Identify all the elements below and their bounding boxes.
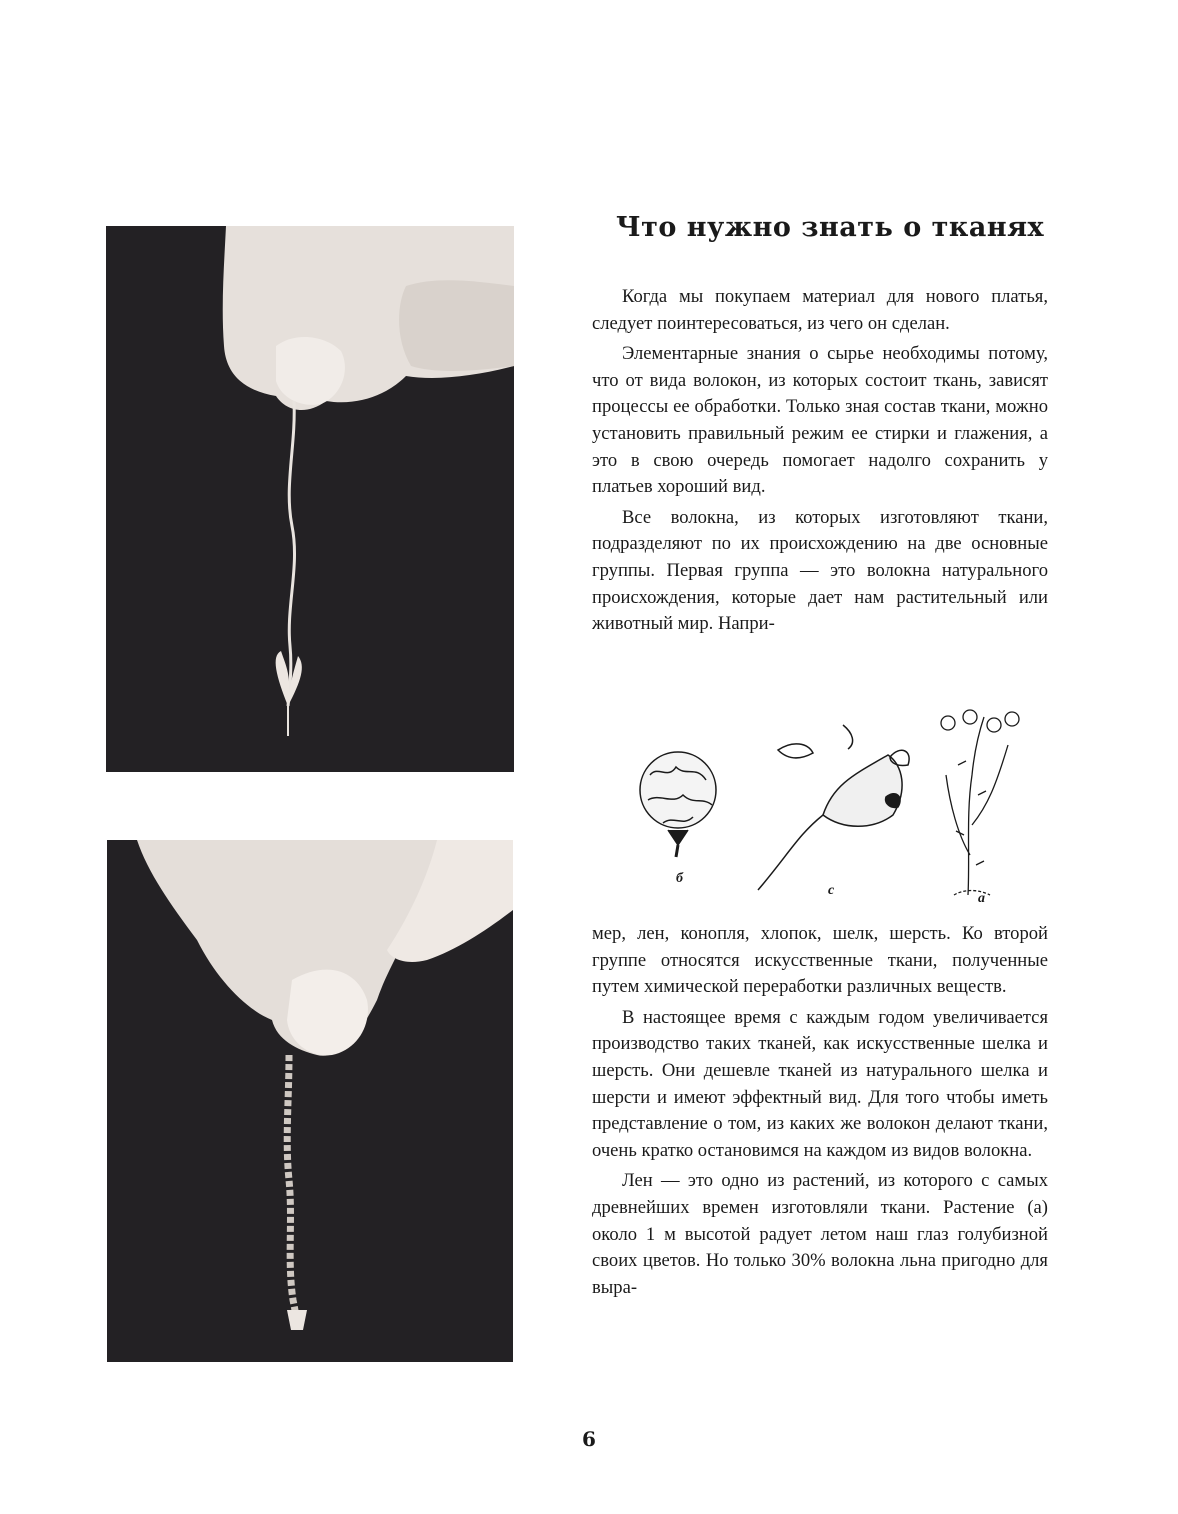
page-title: Что нужно знать о тканях [616,212,1045,243]
paragraph: Элементарные знания о сырье необходимы потому, что от вида волокон, из которых состоит ткань, зависят процессы ее обработки. Только зная состав ткани, можно установить правильный режим ее стирки и глажения, а это в свою очередь помогает надолго сохранить у платьев хороший вид. [592,343,1048,498]
photo-hand-holding-twisted-thread [107,840,513,1362]
paragraph: мер, лен, конопля, хлопок, шелк, шерсть. Ко второй группе относятся искусственные ткани, полученные путем химической переработки различных веществ. [592,923,1048,998]
figure-label-b: б [676,871,683,886]
paragraph: Когда мы покупаем материал для нового платья, следует поинтересоваться, из чего он сделан. [592,286,1048,334]
plant-drawings [628,705,1048,905]
plant-illustration [628,705,1048,905]
silk-cocoon-branch-drawing [758,725,909,890]
photo-hand-holding-thread-with-flame [106,226,514,772]
paragraph: Лен — это одно из растений, из которого с самых древнейших времен изготовляли ткани. Растение (а) около 1 м высотой радует летом наш глаз голубизной своих цветов. Но только 30% волокна льна пригодно для выра- [592,1170,1048,1298]
figure-label-a: а [978,891,985,906]
photo-burning-thread-top [106,226,514,772]
text-block-bottom [592,921,1048,1305]
paragraph: В настоящее время с каждым годом увеличивается производство таких тканей, как искусственные шелка и шерсть. Они дешевле тканей из натурального шелка и шерсти и имеют эффектный вид. Для того чтобы иметь представление о том, из каких же волокон делают ткани, очень кратко остановимся на каждом из видов волокна. [592,1006,1048,1161]
page-number: 6 [582,1427,596,1451]
paragraph: Все волокна, из которых изготовляют ткани, подразделяют по их происхождению на две основные группы. Первая группа — это волокна натурального происхождения, которые дает нам растительный или животный мир. Напри- [592,506,1048,635]
figure-label-c: с [828,883,835,898]
flax-plant-drawing [941,710,1019,895]
text-block-top [592,284,1048,642]
photo-burning-thread-bottom [107,840,513,1362]
cotton-boll-drawing [640,752,716,857]
